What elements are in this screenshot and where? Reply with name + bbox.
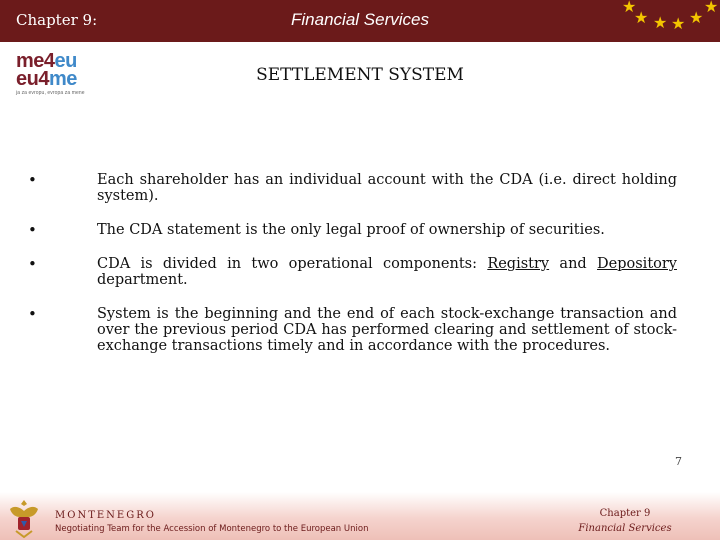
logo-part: eu4 xyxy=(16,68,49,90)
logo-tagline: ja za evropu, evropa za mene xyxy=(16,90,85,96)
logo-part: me xyxy=(48,68,77,90)
bullet-icon: • xyxy=(28,255,37,273)
coat-of-arms-icon xyxy=(4,497,44,539)
bullet-icon: • xyxy=(28,171,37,189)
registry-link[interactable]: Registry xyxy=(487,256,550,272)
eu-stars-icon xyxy=(610,0,720,36)
bullet-icon: • xyxy=(28,305,37,323)
bullet-text: Each shareholder has an individual account with the CDA (i.e. direct holding system). xyxy=(97,172,677,204)
footer-country: MONTENEGRO xyxy=(55,510,156,521)
bullet-text-after: department. xyxy=(97,272,188,288)
bullet-text: System is the beginning and the end of each stock-exchange transaction and over the previous period CDA has performed clearing and settlement of stock-exchange transactions timely and in accordance with the procedures. xyxy=(97,306,677,354)
bullet-text: The CDA statement is the only legal proof of ownership of securities. xyxy=(97,222,605,238)
star-icon: ★ xyxy=(689,8,704,27)
star-icon: ★ xyxy=(634,8,649,27)
bullet-text xyxy=(97,256,677,288)
chapter-label: Chapter 9: xyxy=(16,11,98,29)
bullet-icon: • xyxy=(28,221,37,239)
header-title: Financial Services xyxy=(291,10,429,29)
bullet-list xyxy=(22,172,677,372)
list-item xyxy=(22,222,677,238)
star-icon: ★ xyxy=(653,13,668,32)
logo-part: eu xyxy=(54,50,77,72)
bullet-text-before: CDA is divided in two operational components: xyxy=(97,256,488,272)
page-number: 7 xyxy=(675,455,682,468)
star-icon: ★ xyxy=(671,14,686,33)
list-item xyxy=(22,172,677,204)
logo-part: me4 xyxy=(16,50,55,72)
bullet-text-mid: and xyxy=(549,256,598,272)
star-icon: ★ xyxy=(704,0,719,16)
header-bar xyxy=(0,0,720,42)
list-item xyxy=(22,306,677,354)
footer-area: Financial Services xyxy=(578,523,672,534)
depository-link[interactable]: Depository xyxy=(597,256,677,272)
footer-team: Negotiating Team for the Accession of Montenegro to the European Union xyxy=(55,524,369,534)
list-item xyxy=(22,256,677,288)
page-title: SETTLEMENT SYSTEM xyxy=(256,65,464,85)
footer-chapter: Chapter 9 xyxy=(599,508,651,519)
star-icon: ★ xyxy=(622,0,637,16)
